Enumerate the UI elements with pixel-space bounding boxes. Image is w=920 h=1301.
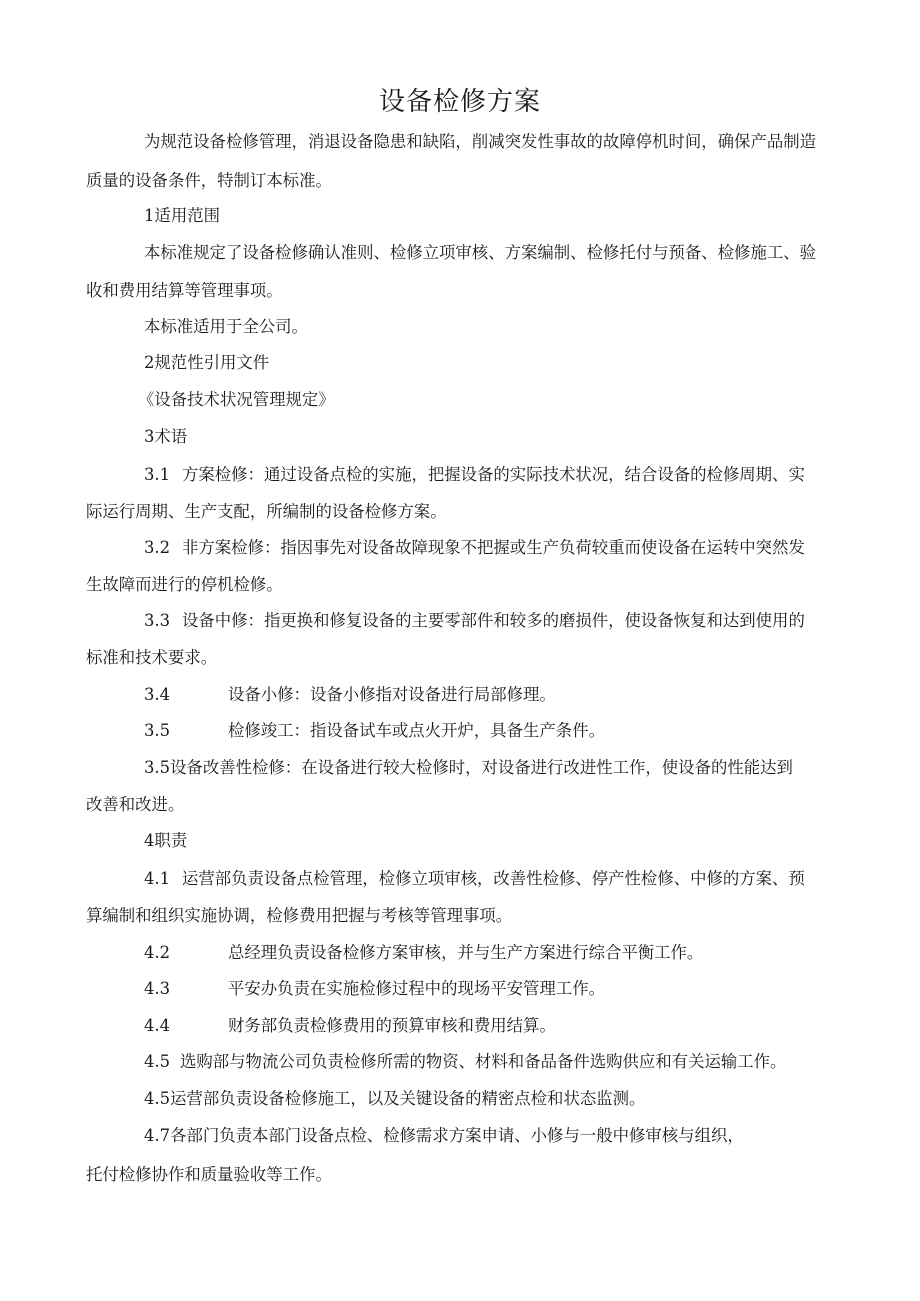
duty-4-7-number: 4.7	[144, 1126, 171, 1145]
duty-4-3-number: 4.3	[144, 979, 171, 998]
section-3-heading: 3术语	[144, 427, 188, 446]
intro-line-1: 为规范设备检修管理，消退设备隐患和缺陷，削减突发性事故的故障停机时间，确保产品制造	[144, 132, 817, 151]
duty-4-1-text: 运营部负责设备点检管理，检修立项审核，改善性检修、停产性检修、中修的方案、预	[182, 869, 805, 888]
duty-4-2	[144, 943, 703, 963]
section-1-para-2: 本标准适用于全公司。	[144, 317, 308, 336]
section-1-para-1-line-1: 本标准规定了设备检修确认准则、检修立项审核、方案编制、检修托付与预备、检修施工、验	[144, 243, 817, 262]
duty-4-3-text: 平安办负责在实施检修过程中的现场平安管理工作。	[228, 979, 605, 998]
term-3-4-text: 设备小修：设备小修指对设备进行局部修理。	[228, 685, 556, 704]
duty-4-5-text: 选购部与物流公司负责检修所需的物资、材料和备品备件选购供应和有关运输工作。	[180, 1052, 787, 1071]
term-3-2-line-2: 生故障而进行的停机检修。	[86, 575, 283, 594]
term-3-3-text: 设备中修：指更换和修复设备的主要零部件和较多的磨损件，使设备恢复和达到使用的	[182, 611, 805, 630]
term-3-5b-number: 3.5	[144, 758, 171, 777]
duty-4-2-number: 4.2	[144, 943, 171, 962]
duty-4-5	[144, 1052, 786, 1072]
term-3-4	[144, 685, 556, 705]
term-3-3-line-1	[144, 611, 805, 631]
term-3-5b-text: 设备改善性检修：在设备进行较大检修时，对设备进行改进性工作，使设备的性能达到	[170, 758, 793, 777]
term-3-2-number: 3.2	[144, 538, 171, 557]
duty-4-4	[144, 1016, 556, 1036]
term-3-5-text: 检修竣工：指设备试车或点火开炉，具备生产条件。	[228, 721, 605, 740]
duty-4-5-number: 4.5	[144, 1052, 171, 1071]
intro-line-2: 质量的设备条件，特制订本标准。	[86, 171, 332, 190]
document-title: 设备检修方案	[378, 87, 541, 117]
term-3-2-text: 非方案检修：指因事先对设备故障现象不把握或生产负荷较重而使设备在运转中突然发	[182, 538, 805, 557]
duty-4-7-line-1	[144, 1126, 744, 1146]
duty-4-7-text: 各部门负责本部门设备点检、检修需求方案申请、小修与一般中修审核与组织，	[170, 1126, 744, 1145]
term-3-5	[144, 721, 605, 741]
duty-4-4-number: 4.4	[144, 1016, 171, 1035]
duty-4-5b-number: 4.5	[144, 1089, 171, 1108]
section-2-reference: 《设备技术状况管理规定》	[138, 390, 335, 409]
duty-4-5b-text: 运营部负责设备检修施工，以及关键设备的精密点检和状态监测。	[170, 1089, 646, 1108]
section-2-heading: 2规范性引用文件	[144, 353, 270, 372]
section-1-heading: 1适用范围	[144, 206, 220, 225]
term-3-1-line-2: 际运行周期、生产支配，所编制的设备检修方案。	[86, 502, 447, 521]
duty-4-4-text: 财务部负责检修费用的预算审核和费用结算。	[228, 1016, 556, 1035]
term-3-4-number: 3.4	[144, 685, 171, 704]
duty-4-3	[144, 979, 605, 999]
term-3-1-number: 3.1	[144, 465, 171, 484]
duty-4-5b	[144, 1089, 645, 1109]
term-3-3-number: 3.3	[144, 611, 171, 630]
term-3-2-line-1	[144, 538, 805, 558]
duty-4-1-line-2: 算编制和组织实施协调，检修费用把握与考核等管理事项。	[86, 906, 513, 925]
duty-4-2-text: 总经理负责设备检修方案审核，并与生产方案进行综合平衡工作。	[228, 943, 704, 962]
term-3-1-text: 方案检修：通过设备点检的实施，把握设备的实际技术状况，结合设备的检修周期、实	[182, 465, 805, 484]
duty-4-7-line-2: 托付检修协作和质量验收等工作。	[86, 1165, 332, 1184]
term-3-5b-line-2: 改善和改进。	[86, 795, 185, 814]
term-3-3-line-2: 标准和技术要求。	[86, 648, 218, 667]
duty-4-1-number: 4.1	[144, 869, 171, 888]
section-1-para-1-line-2: 收和费用结算等管理事项。	[86, 281, 283, 300]
term-3-5-number: 3.5	[144, 721, 171, 740]
duty-4-1-line-1	[144, 869, 805, 889]
section-4-heading: 4职责	[144, 831, 188, 850]
term-3-1-line-1	[144, 465, 805, 485]
term-3-5b-line-1	[144, 758, 793, 778]
